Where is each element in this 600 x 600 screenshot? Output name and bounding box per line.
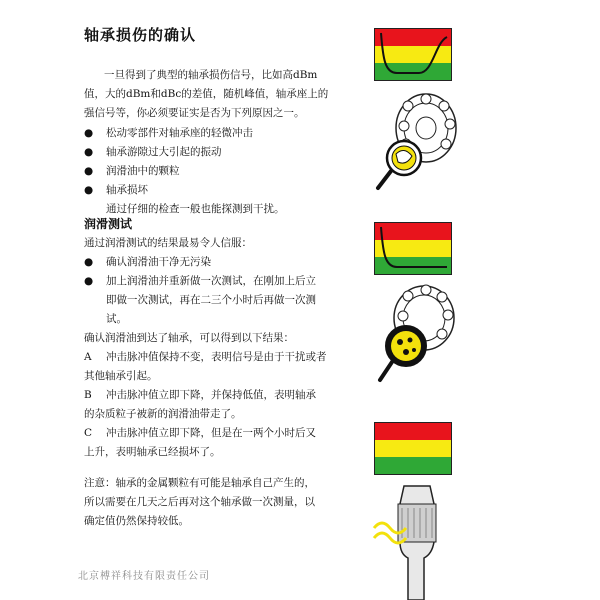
lube-step-continuation: 试。 (106, 313, 127, 325)
intro-line-2: 值，大的dBm和dBc的差值，随机峰值，轴承座上的 (84, 88, 329, 100)
bullet-icon: ● (84, 127, 94, 139)
lube-test-intro: 通过润滑测试的结果最易令人信服： (84, 237, 252, 249)
bullet-icon: ● (84, 165, 94, 177)
bearing-lubricant-icon (374, 282, 460, 388)
lube-result-intro: 确认润滑油到达了轴承，可以得到以下结果： (84, 332, 294, 344)
intro-line-3: 强信号等，你必须要证实是否为下列原因之一。 (84, 107, 305, 119)
bullet-icon: ● (84, 275, 94, 287)
bullet-icon: ● (84, 184, 94, 196)
lube-test-heading: 润滑测试 (84, 217, 133, 231)
result-text: 的杂质粒子被新的润滑油带走了。 (84, 408, 242, 420)
note-line-3: 确定值仍然保持较低。 (84, 515, 189, 527)
result-label: C (84, 427, 93, 439)
result-text: 上升，表明轴承已经损坏了。 (84, 446, 221, 458)
signal-meter-1 (374, 28, 452, 81)
footer-company: 北京榑祥科技有限责任公司 (78, 571, 210, 582)
meter-band-red (375, 423, 451, 440)
meter-band-yellow (375, 440, 451, 457)
transducer-probe-icon (372, 484, 458, 600)
note-line-2: 所以需要在几天之后再对这个轴承做一次测量，以 (84, 496, 315, 508)
signal-meter-3 (374, 422, 452, 475)
result-text: 冲击脉冲值立即下降，并保持低值，表明轴承 (106, 389, 316, 401)
intro-line-1: 一旦得到了典型的轴承损伤信号，比如高dBm (104, 69, 318, 81)
signal-curve-icon (375, 29, 451, 80)
signal-meter-2 (374, 222, 452, 275)
note-line-1: 注意：轴承的金属颗粒有可能是轴承自己产生的， (84, 477, 315, 489)
page-title: 轴承损伤的确认 (84, 26, 197, 44)
result-text: 冲击脉冲值保持不变，表明信号是由于干扰或者 (106, 351, 327, 363)
result-text: 其他轴承引起。 (84, 370, 158, 382)
result-label: B (84, 389, 92, 401)
bearing-magnifier-icon (374, 88, 460, 198)
result-text: 冲击脉冲值立即下降，但是在一两个小时后又 (106, 427, 316, 439)
bullet-icon: ● (84, 146, 94, 158)
meter-band-green (375, 457, 451, 474)
lube-step-continuation: 即做一次测试，再在二三个小时后再做一次测 (106, 294, 316, 306)
causes-note: 通过仔细的检查一般也能探测到干扰。 (106, 203, 285, 215)
signal-curve-icon (375, 223, 451, 274)
bullet-icon: ● (84, 256, 94, 268)
result-label: A (84, 351, 92, 363)
